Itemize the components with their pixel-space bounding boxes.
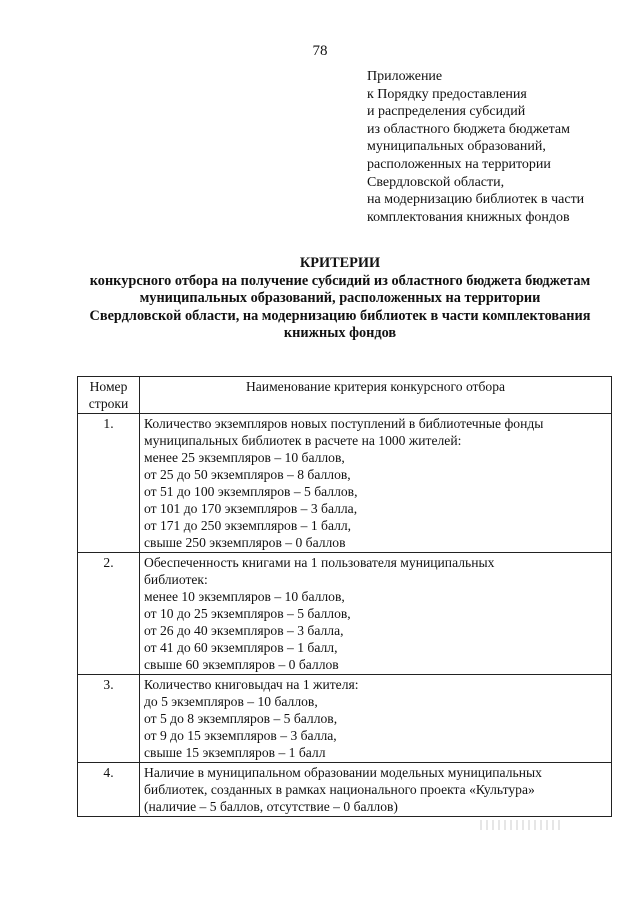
document-heading (60, 255, 620, 343)
row-line: библиотек, созданных в рамках национального проекта «Культура» (144, 782, 535, 797)
appendix-block (367, 68, 627, 226)
table-row (78, 414, 612, 553)
appendix-line: к Порядку предоставления (367, 86, 527, 102)
row-text (140, 763, 612, 817)
row-number: 2. (78, 553, 140, 675)
row-line: (наличие – 5 баллов, отсутствие – 0 баллов) (144, 799, 398, 814)
row-line: от 41 до 60 экземпляров – 1 балл, (144, 640, 338, 655)
appendix-line: Приложение (367, 69, 443, 84)
row-text (140, 553, 612, 675)
row-line: от 101 до 170 экземпляров – 3 балла, (144, 501, 358, 516)
heading-line: книжных фондов (283, 325, 397, 341)
row-line: свыше 60 экземпляров – 0 баллов (144, 657, 339, 672)
header-number-line2: строки (88, 396, 129, 411)
appendix-line: Свердловской области, (367, 174, 505, 190)
heading-title: КРИТЕРИИ (299, 255, 381, 271)
scan-smudge (480, 820, 560, 830)
row-line: от 25 до 50 экземпляров – 8 баллов, (144, 467, 351, 482)
appendix-line: расположенных на территории (367, 156, 551, 172)
row-line: от 171 до 250 экземпляров – 1 балл, (144, 518, 352, 533)
row-line: от 51 до 100 экземпляров – 5 баллов, (144, 484, 358, 499)
header-number (78, 377, 140, 414)
row-text (140, 675, 612, 763)
table-row (78, 763, 612, 817)
appendix-line: комплектования книжных фондов (367, 209, 570, 225)
criteria-table (77, 376, 612, 817)
row-text (140, 414, 612, 553)
row-line: свыше 250 экземпляров – 0 баллов (144, 535, 346, 550)
row-line: от 5 до 8 экземпляров – 5 баллов, (144, 711, 338, 726)
row-line: менее 10 экземпляров – 10 баллов, (144, 589, 345, 604)
heading-line: конкурсного отбора на получение субсидий из областного бюджета бюджетам (89, 272, 591, 289)
row-line: Количество экземпляров новых поступлений в библиотечные фонды (144, 416, 544, 431)
row-line: Обеспеченность книгами на 1 пользователя муниципальных (144, 555, 495, 570)
appendix-line: муниципальных образований, (367, 139, 546, 155)
row-line: свыше 15 экземпляров – 1 балл (144, 745, 326, 760)
row-line: Количество книговыдач на 1 жителя: (144, 677, 359, 692)
row-line: от 9 до 15 экземпляров – 3 балла, (144, 728, 337, 743)
table-header-row (78, 377, 612, 414)
appendix-line: из областного бюджета бюджетам (367, 121, 570, 137)
row-line: библиотек: (144, 572, 208, 587)
row-line: Наличие в муниципальном образовании модельных муниципальных (144, 765, 542, 780)
row-line: менее 25 экземпляров – 10 баллов, (144, 450, 345, 465)
table-row (78, 553, 612, 675)
row-number: 1. (78, 414, 140, 553)
header-number-line1: Номер (89, 379, 128, 394)
page-number: 78 (312, 43, 328, 59)
appendix-line: и распределения субсидий (367, 104, 526, 120)
row-number: 3. (78, 675, 140, 763)
row-line: от 26 до 40 экземпляров – 3 балла, (144, 623, 344, 638)
row-line: муниципальных библиотек в расчете на 1000 жителей: (144, 433, 462, 448)
heading-line: муниципальных образований, расположенных на территории (139, 290, 541, 306)
table-row (78, 675, 612, 763)
row-number: 4. (78, 763, 140, 817)
row-line: от 10 до 25 экземпляров – 5 баллов, (144, 606, 351, 621)
header-name: Наименование критерия конкурсного отбора (140, 377, 612, 414)
appendix-line: на модернизацию библиотек в части (367, 192, 585, 208)
row-line: до 5 экземпляров – 10 баллов, (144, 694, 318, 709)
heading-line: Свердловской области, на модернизацию библиотек в части комплектования (89, 307, 591, 324)
